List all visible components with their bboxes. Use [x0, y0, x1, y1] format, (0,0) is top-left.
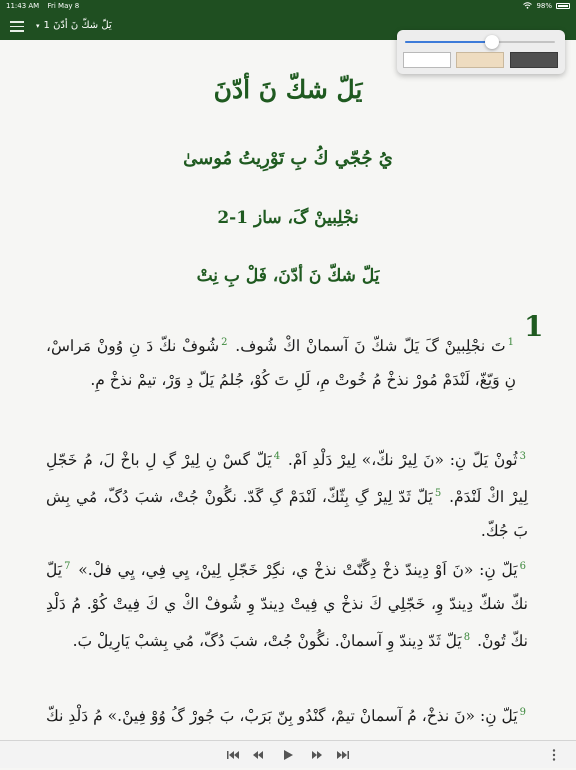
verse-text: شُوفْ نكّ دَ نِ وُونْ مَراسْ، نِ وَيّغّ، لَنْدَمْ مُورْ نذخْ مُ خُوتْ مِ، لَلِ تَ كُوْ، جُلمُ يَلّ دِ وَرْ، تيمْ نذخْ مِ. — [46, 336, 516, 389]
status-time: 11:43 AM — [6, 2, 40, 10]
rewind-icon — [251, 748, 265, 762]
section-heading: يَلّ شكّ نَ أدّنَ، فَلْ بِ نِتْ — [196, 266, 380, 286]
brightness-knob[interactable] — [485, 35, 499, 49]
chapter-heading: نجْلِبينْ گَ، ساز 1-2 — [217, 208, 359, 228]
paragraph — [46, 440, 528, 548]
verse-number[interactable]: 4 — [273, 450, 281, 462]
paragraph — [46, 326, 516, 397]
verse-number[interactable]: 2 — [221, 336, 228, 348]
skip-forward-icon — [336, 748, 350, 762]
verse-text: يَلّ نكّ شكّ دِيندّ وِ، خَجّلِي كَ نذخْ ي فِيتْ دِيندّ وِ شُوفْ اكْ ي كَ فِيتْ كُوْ. مُ دَلْدِ نكّ تُونْ. — [46, 560, 528, 650]
skip-to-start-button[interactable] — [226, 747, 240, 761]
verse-text: يَلّ نِ: «نَ اَوْ دِيندّ ذخْ دِگّنّتْ نذخْ ي، نگِرْ خَجّلِ لِينْ، يِي فِي، يِي فلْ.» — [78, 560, 518, 579]
verse-number[interactable]: 7 — [64, 560, 71, 572]
fast-forward-icon — [310, 748, 324, 762]
wifi-icon — [523, 2, 532, 11]
menu-button[interactable] — [10, 19, 24, 33]
verse-number[interactable]: 3 — [519, 450, 526, 462]
verse-text: يَلّ نِ: «نَ نذخْ، مُ آسمانْ تيمْ، گنْدُو بِنّ بَرَبْ، بَ جُورْ گُ وُوْ فِينْ.» مُ دَلْدِ نكّ — [46, 706, 518, 725]
battery-percent: 98% — [536, 2, 552, 10]
verse-number[interactable]: 9 — [519, 706, 526, 718]
more-options-button[interactable] — [550, 747, 558, 761]
battery-icon — [556, 3, 570, 9]
theme-white-button[interactable] — [403, 52, 451, 68]
paragraph — [46, 550, 528, 658]
more-vertical-icon — [550, 748, 558, 762]
skip-to-end-button[interactable] — [336, 747, 350, 761]
book-selector-label: 1 يَلّ شكّ نَ أدّنَ — [43, 20, 112, 31]
verse-text: يَلّ ثَدّ لِيرْ گِ بِثّكّ، لَنْدَمْ گِ گَدّ. نگُونْ جُتْ، شبَ دُگّ، مُي بِش بَ جُكّ. — [46, 487, 528, 540]
rewind-button[interactable] — [251, 747, 265, 761]
display-settings-popover — [397, 30, 565, 74]
fast-forward-button[interactable] — [310, 747, 324, 761]
reading-pane[interactable] — [0, 40, 576, 740]
theme-dark-button[interactable] — [510, 52, 558, 68]
chapter-number: 1 — [524, 310, 544, 343]
hamburger-icon — [10, 21, 24, 23]
book-chapter-selector[interactable] — [36, 20, 112, 31]
play-icon — [282, 748, 294, 762]
verse-text: يَلّ ثَدّ دِيندّ وِ آسمانْ. نگُونْ جُتْ، شبَ دُگّ، مُي بِشبْ يَارِيلْ بَ. — [72, 631, 462, 650]
verse-text: ثُونْ يَلّ نِ: «نَ لِيرْ نكّ،» لِيرْ دَلْدِ اَمْ. — [287, 450, 518, 469]
chevron-down-icon: ▾ — [36, 21, 40, 30]
verse-text: يَلّ گسْ نِ لِيرْ گِ لِ باخْ لَ، مُ خَجّلِ لِيرْ اكْ لَنْدَمْ. — [46, 450, 528, 506]
verse-number[interactable]: 8 — [463, 631, 471, 643]
status-bar — [0, 0, 576, 12]
book-title: يَلّ شكّ نَ أدّنَ — [213, 75, 363, 104]
status-date: Fri May 8 — [47, 2, 80, 10]
verse-number[interactable]: 5 — [434, 487, 442, 499]
skip-back-icon — [226, 748, 240, 762]
play-button[interactable] — [282, 747, 294, 761]
verse-number[interactable]: 6 — [519, 560, 526, 572]
verse-text: تَ نجْلِبينْ گَ يَلّ شكّ نَ آسمانْ اكْ شُوف. — [235, 336, 506, 355]
book-subtitle: يُ جُجّي كُ بِ تَوْرِيتُ مُوسىٰ — [183, 148, 393, 169]
theme-sepia-button[interactable] — [456, 52, 504, 68]
verse-number[interactable]: 1 — [507, 336, 514, 348]
playback-toolbar — [0, 740, 576, 768]
brightness-slider[interactable] — [405, 41, 555, 43]
brightness-fill — [405, 41, 492, 43]
